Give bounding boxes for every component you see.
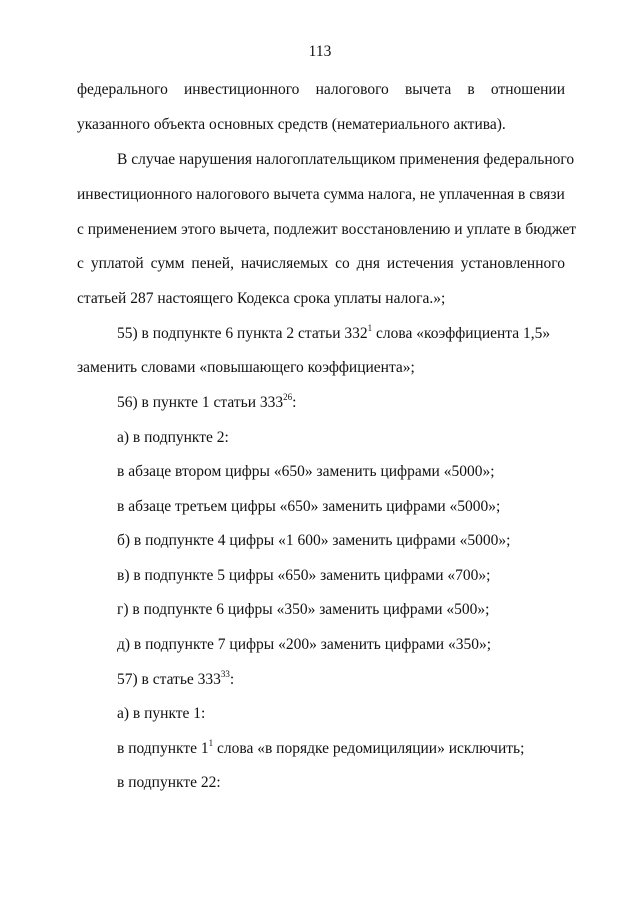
paragraph-line: б) в подпункте 4 цифры «1 600» заменить цифрами «5000»;	[117, 532, 511, 549]
paragraph-line	[117, 324, 565, 344]
line-text: :	[292, 394, 297, 411]
paragraph-line: а) в пункте 1:	[117, 705, 206, 722]
superscript: 33	[220, 669, 230, 679]
superscript: 1	[208, 738, 214, 748]
word: с	[77, 255, 84, 272]
paragraph-line: а) в подпункте 2:	[117, 429, 229, 446]
word: сумм	[150, 255, 185, 272]
paragraph-line: инвестиционного налогового вычета сумма налога, не уплаченная в связи	[77, 186, 565, 203]
superscript: 1	[367, 323, 373, 333]
word: уплатой	[90, 255, 144, 272]
paragraph-line	[117, 393, 296, 413]
paragraph-line: г) в подпункте 6 цифры «350» заменить цифрами «500»;	[117, 601, 490, 618]
word: отношении	[490, 81, 565, 98]
line-text: в подпункте 1	[117, 740, 209, 757]
word: инвестиционного	[184, 81, 300, 98]
paragraph-line: в абзаце втором цифры «650» заменить цифрами «5000»;	[117, 463, 495, 480]
line-text: слова «в порядке редомициляции» исключить;	[213, 740, 525, 757]
line-text: слова «коэффициента 1,5»	[372, 325, 551, 342]
paragraph-line: в абзаце третьем цифры «650» заменить цифрами «5000»;	[117, 498, 501, 515]
paragraph-line	[117, 670, 234, 690]
line-text: 56) в пункте 1 статьи 333	[117, 394, 284, 411]
word: начисляемых	[240, 255, 329, 272]
paragraph-line: указанного объекта основных средств (нематериального актива).	[77, 116, 506, 133]
word: налогового	[315, 81, 389, 98]
paragraph-line	[77, 80, 565, 100]
word: установленного	[460, 255, 565, 272]
paragraph-line: в) в подпункте 5 цифры «650» заменить цифрами «700»;	[117, 567, 491, 584]
word: федерального	[77, 81, 168, 98]
paragraph-line: с применением этого вычета, подлежит восстановлению и уплате в бюджет	[77, 221, 577, 238]
paragraph-line: статьей 287 настоящего Кодекса срока уплаты налога.»;	[77, 290, 446, 307]
word: в	[467, 81, 475, 98]
superscript: 26	[283, 392, 293, 402]
page-number: 113	[308, 43, 332, 60]
paragraph-line: д) в подпункте 7 цифры «200» заменить цифрами «350»;	[117, 636, 492, 653]
word: пеней,	[191, 255, 234, 272]
line-text: :	[229, 671, 235, 688]
line-text: 57) в статье 333	[117, 671, 221, 688]
paragraph-line: заменить словами «повышающего коэффициента»;	[77, 359, 415, 376]
paragraph-line: В случае нарушения налогоплательщиком применения федерального	[117, 151, 575, 168]
line-text: 55) в подпункте 6 пункта 2 статьи 332	[117, 325, 368, 342]
word: вычета	[404, 81, 452, 98]
word: со	[335, 255, 350, 272]
paragraph-line: в подпункте 22:	[117, 774, 221, 791]
paragraph-line	[77, 254, 565, 274]
word: дня	[356, 255, 380, 272]
word: истечения	[386, 255, 454, 272]
paragraph-line	[117, 739, 524, 759]
